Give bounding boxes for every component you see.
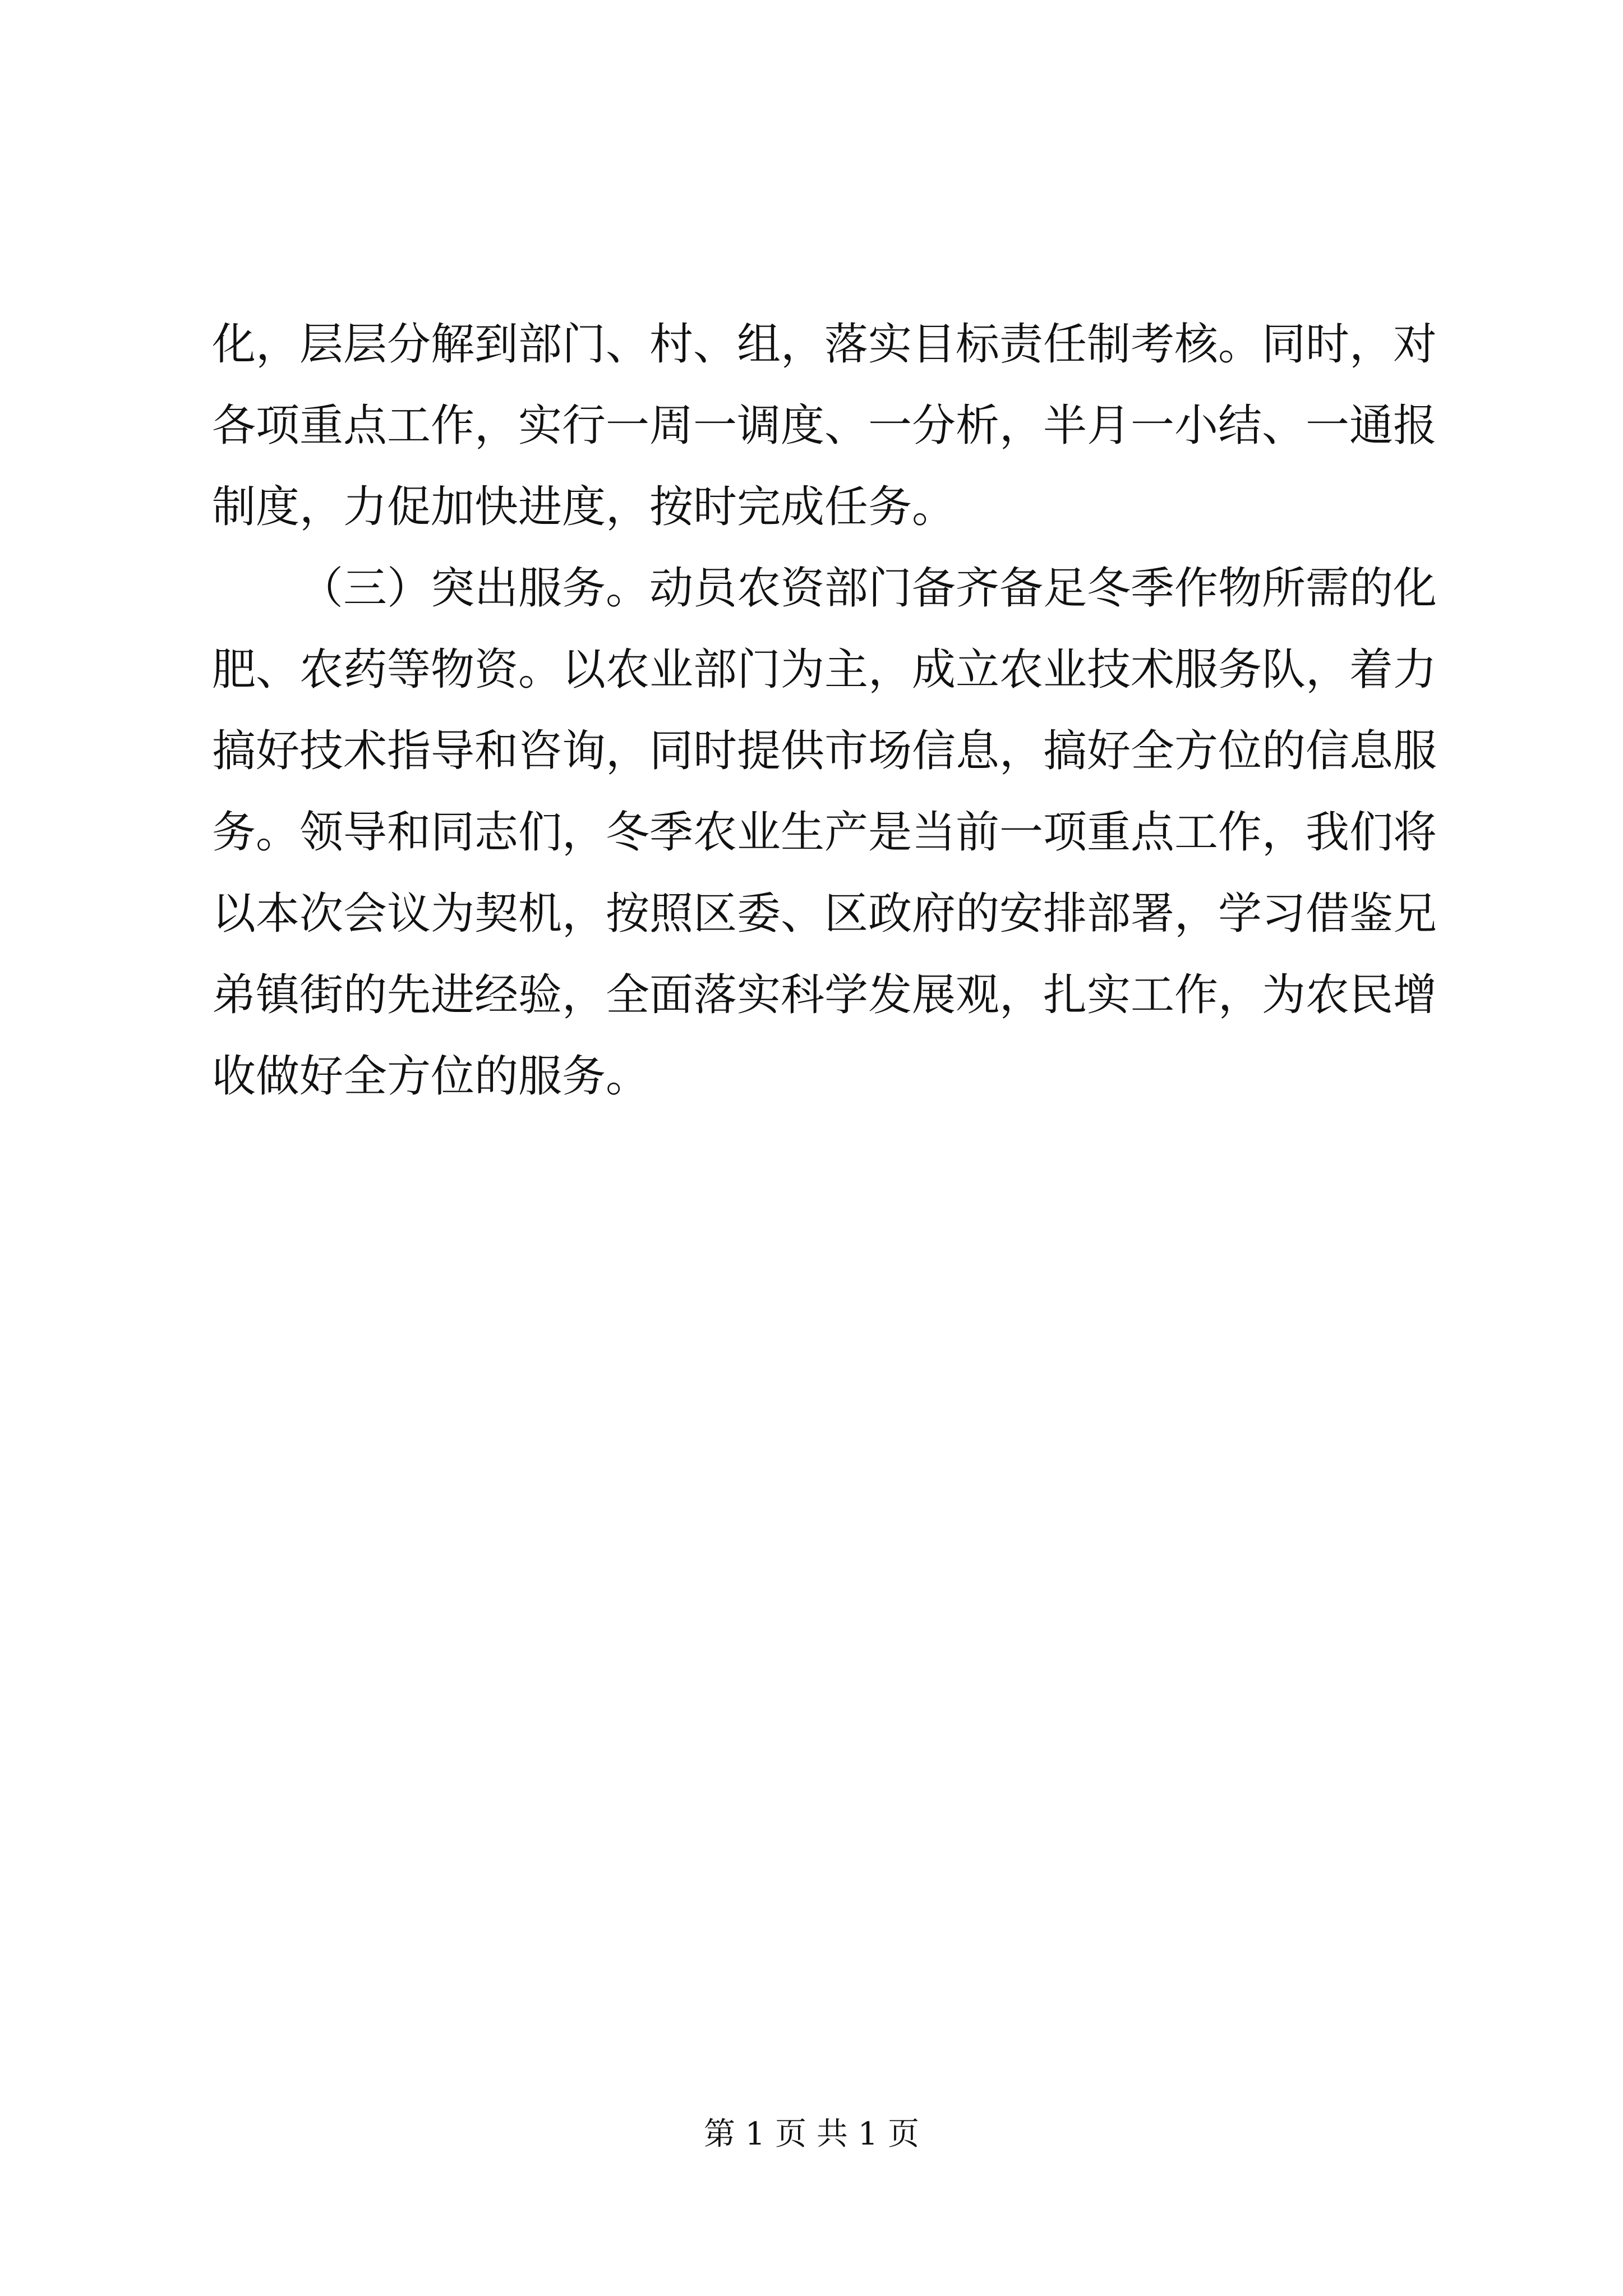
paragraph — [212, 548, 1437, 1117]
text-line: 肥、农药等物资。以农业部门为主，成立农业技术服务队，着力 — [212, 645, 1437, 695]
document-body — [212, 304, 1437, 1117]
text-line: 收做好全方位的服务。 — [212, 1051, 650, 1102]
text-line: 搞好技术指导和咨询，同时提供市场信息，搞好全方位的信息服 — [212, 726, 1437, 776]
text-line: 弟镇街的先进经验，全面落实科学发展观，扎实工作，为农民增 — [212, 970, 1437, 1020]
text-line: 化，层层分解到部门、村、组，落实目标责任制考核。同时，对 — [212, 319, 1437, 370]
text-line: 务。领导和同志们，冬季农业生产是当前一项重点工作，我们将 — [212, 807, 1437, 858]
text-line: 各项重点工作，实行一周一调度、一分析，半月一小结、一通报 — [212, 401, 1437, 451]
text-line: 制度，力促加快进度，按时完成任务。 — [212, 482, 956, 532]
text-line: 以本次会议为契机，按照区委、区政府的安排部署，学习借鉴兄 — [212, 889, 1437, 939]
page-number-footer: 第 1 页 共 1 页 — [703, 2116, 920, 2152]
paragraph — [212, 304, 1437, 548]
text-line: （三）突出服务。动员农资部门备齐备足冬季作物所需的化 — [299, 563, 1437, 614]
